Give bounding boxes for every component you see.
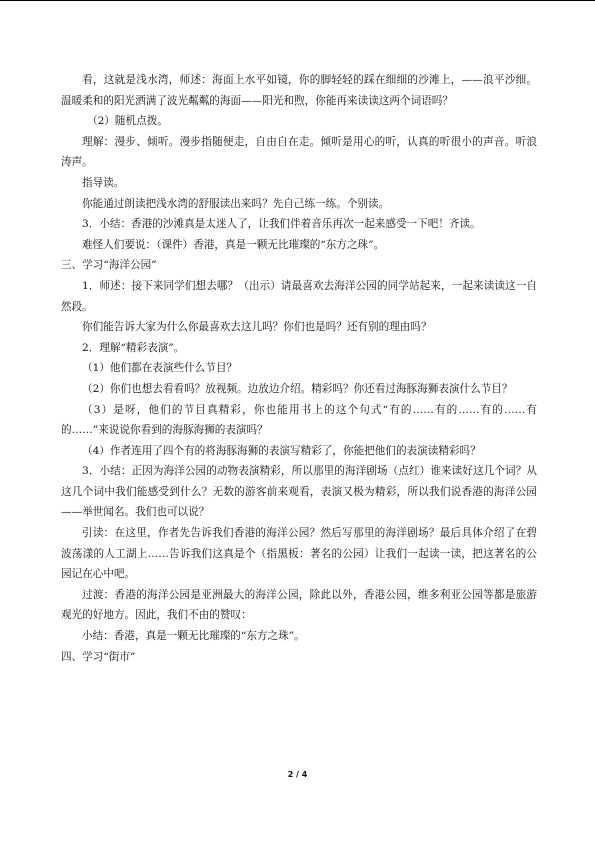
paragraph: （3）是呀，他们的节目真精彩，你也能用书上的这个句式“有的……有的……有的……有的……”来说说你看到的海豚海狮的表演吗？ bbox=[61, 403, 537, 437]
section-heading: 三、学习“海洋公园” bbox=[61, 259, 157, 272]
paragraph: 2．理解“精彩表演”。 bbox=[82, 341, 185, 354]
paragraph: （2）你们也想去看看吗？放视频。边放边介绍。精彩吗？你还看过海豚海狮表演什么节目？ bbox=[82, 382, 513, 395]
paragraph: 3．小结：正因为海洋公园的动物表演精彩，所以那里的海洋剧场（点红）谁来读好这几个词？从这几个词中我们能感受到什么？无数的游客前来观看，表演又极为精彩，所以我们说香港的海洋公园——举世闻名。我们也可以说？ bbox=[61, 465, 537, 519]
paragraph: 1．师述：接下来同学们想去哪？（出示）请最喜欢去海洋公园的同学站起来，一起来读读这一自然段。 bbox=[61, 279, 537, 313]
page-number: 2 / 4 bbox=[287, 770, 308, 779]
section-heading: 四、学习“街市” bbox=[61, 650, 136, 663]
paragraph: 理解：漫步、倾听。漫步指随便走，自由自在走。倾听是用心的听，认真的听很小的声音。听浪涛声。 bbox=[61, 135, 537, 169]
paragraph: 引读：在这里，作者先告诉我们香港的海洋公园？然后写那里的海洋剧场？最后具体介绍了在碧波荡漾的人工湖上……告诉我们这真是个（指黑板：著名的公园）让我们一起读一读，把这著名的公园记在心中吧。 bbox=[61, 527, 537, 581]
paragraph: 难怪人们要说：（课件）香港，真是一颗无比璀璨的“东方之珠”。 bbox=[82, 238, 385, 251]
paragraph: 过渡：香港的海洋公园是亚洲最大的海洋公园，除此以外，香港公园，维多利亚公园等都是旅游观光的好地方。因此，我们不由的赞叹： bbox=[61, 588, 537, 622]
paragraph: （1）他们都在表演些什么节目？ bbox=[82, 362, 238, 375]
paragraph: 看，这就是浅水湾，师述：海面上水平如镜，你的脚轻轻的踩在细细的沙滩上，——浪平沙细。温暖柔和的阳光洒满了波光粼粼的海面——阳光和煦，你能再来读读这两个词语吗？ bbox=[61, 74, 537, 107]
paragraph: 你能通过朗读把浅水湾的舒服读出来吗？先自己练一练。个别读。 bbox=[82, 197, 390, 210]
paragraph: （2）随机点拨。 bbox=[87, 115, 168, 128]
paragraph: 指导读。 bbox=[82, 176, 125, 189]
paragraph: 你们能告诉大家为什么你最喜欢去这儿吗？你们也是吗？还有别的理由吗？ bbox=[82, 321, 432, 334]
paragraph: 3．小结：香港的沙滩真是太迷人了，让我们伴着音乐再次一起来感受一下吧！齐读。 bbox=[82, 218, 481, 231]
header-rule bbox=[0, 0, 595, 1]
paragraph: 小结：香港，真是一颗无比璀璨的“东方之珠”。 bbox=[82, 630, 305, 643]
paragraph: （4）作者连用了四个有的将海豚海狮的表演写精彩了，你能把他们的表演读精彩吗？ bbox=[82, 444, 481, 457]
document-body bbox=[61, 70, 537, 667]
